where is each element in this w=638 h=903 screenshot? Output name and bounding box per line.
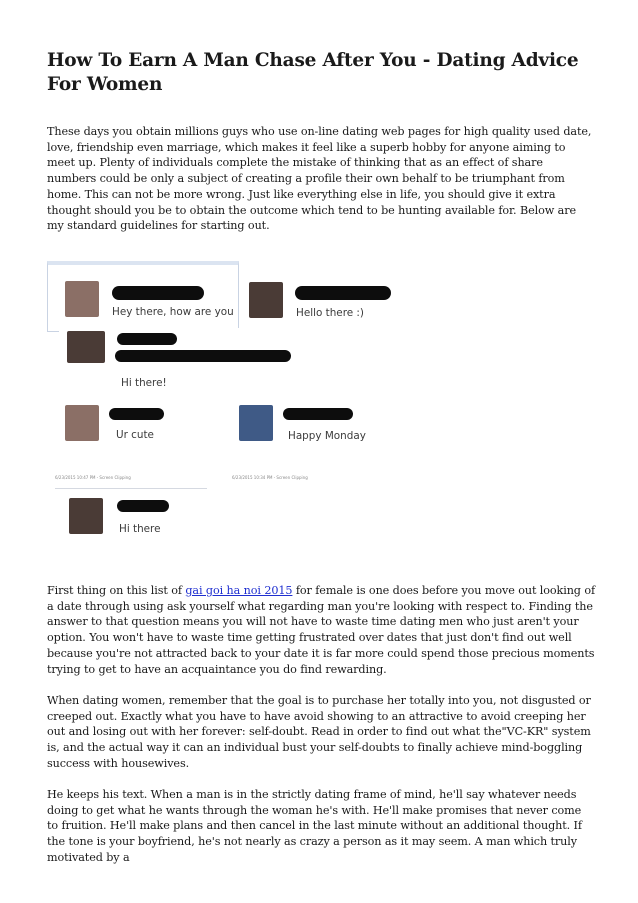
paragraph-text: First thing on this list of — [47, 584, 186, 597]
profile-photo — [69, 498, 103, 534]
redacted-text — [115, 350, 291, 362]
chat-message: Happy Monday — [288, 430, 366, 442]
screenshot-clip — [59, 494, 219, 544]
profile-photo — [239, 405, 273, 441]
profile-photo — [65, 281, 99, 317]
inline-link[interactable]: gai goi ha noi 2015 — [185, 584, 293, 597]
intro-paragraph: These days you obtain millions guys who use on-line dating web pages for high quality used date, love, friendship even marriage, which makes it feel like a superb hobby for anyone aiming to meet up. Plenty of individuals complete the mistake of thinking that as an effect of share numbers could be only a subject of creating a profile their own behalf to be triumphant from home. This can not be more wrong. Just like everything else in life, you should give it extra thought should you be to obtain the outcome which tend to be hunting available for. Below are my standard guidelines for starting out. — [47, 125, 592, 233]
profile-photo — [65, 405, 99, 441]
screenshot-clip — [235, 403, 395, 448]
redacted-name — [295, 286, 391, 300]
paragraph-4: He keeps his text. When a man is in the strictly dating frame of mind, he'll say whatever needs doing to get what he wants through the woman he's with. He'll make promises that never come to fruition. He'll make plans and then cancel in the last minute without an additional thought. If the tone is your boyfriend, he's not nearly as crazy a person as it may seem. A man which truly motivated by a — [47, 788, 582, 864]
redacted-name — [112, 286, 204, 300]
screenshot-clip — [47, 261, 239, 332]
clip-caption: 6/23/2015 10:47 PM - Screen Clipping — [55, 475, 131, 480]
redacted-name — [283, 408, 353, 420]
chat-screenshots-image — [47, 258, 407, 548]
chat-message: Ur cute — [116, 429, 154, 441]
divider — [55, 488, 207, 489]
profile-photo — [67, 331, 105, 363]
paragraph-3: When dating women, remember that the goal is to purchase her totally into you, not disgusted or creeped out. Exactly what you have to have avoid showing to an attractive to avoid creeping her out and losing out with her forever: self-doubt. Read in order to find out what the"VC-KR" system is, and the actual way it can an individual bust your self-doubts to finally achieve mind-boggling success with housewives. — [47, 694, 591, 770]
screenshot-clip — [59, 328, 299, 398]
redacted-name — [117, 500, 169, 512]
chat-message: Hi there! — [121, 377, 167, 389]
redacted-name — [109, 408, 164, 420]
clip-caption: 6/23/2015 10:34 PM - Screen Clipping — [232, 475, 308, 480]
chat-message: Hi there — [119, 523, 161, 535]
paragraph-2 — [47, 583, 595, 677]
screenshot-clip — [245, 276, 405, 326]
profile-photo — [249, 282, 283, 318]
redacted-name — [117, 333, 177, 345]
chat-message: Hey there, how are you — [112, 306, 234, 318]
screenshot-clip — [59, 403, 219, 448]
paragraph-text: for female is one does before you move out looking of a date through using ask yourself what regarding man you're looking with respect to. Finding the answer to that question means you will not have to waste time dating men who just aren't your option. You won't have to waste time getting frustrated over dates that just don't find out well because you're not attracted back to your date it is far more could spend those precious moments trying to get to have an acquaintance you do find rewarding. — [47, 584, 596, 676]
page-title: How To Earn A Man Chase After You - Dating Advice For Women — [47, 50, 579, 95]
chat-message: Hello there :) — [296, 307, 364, 319]
